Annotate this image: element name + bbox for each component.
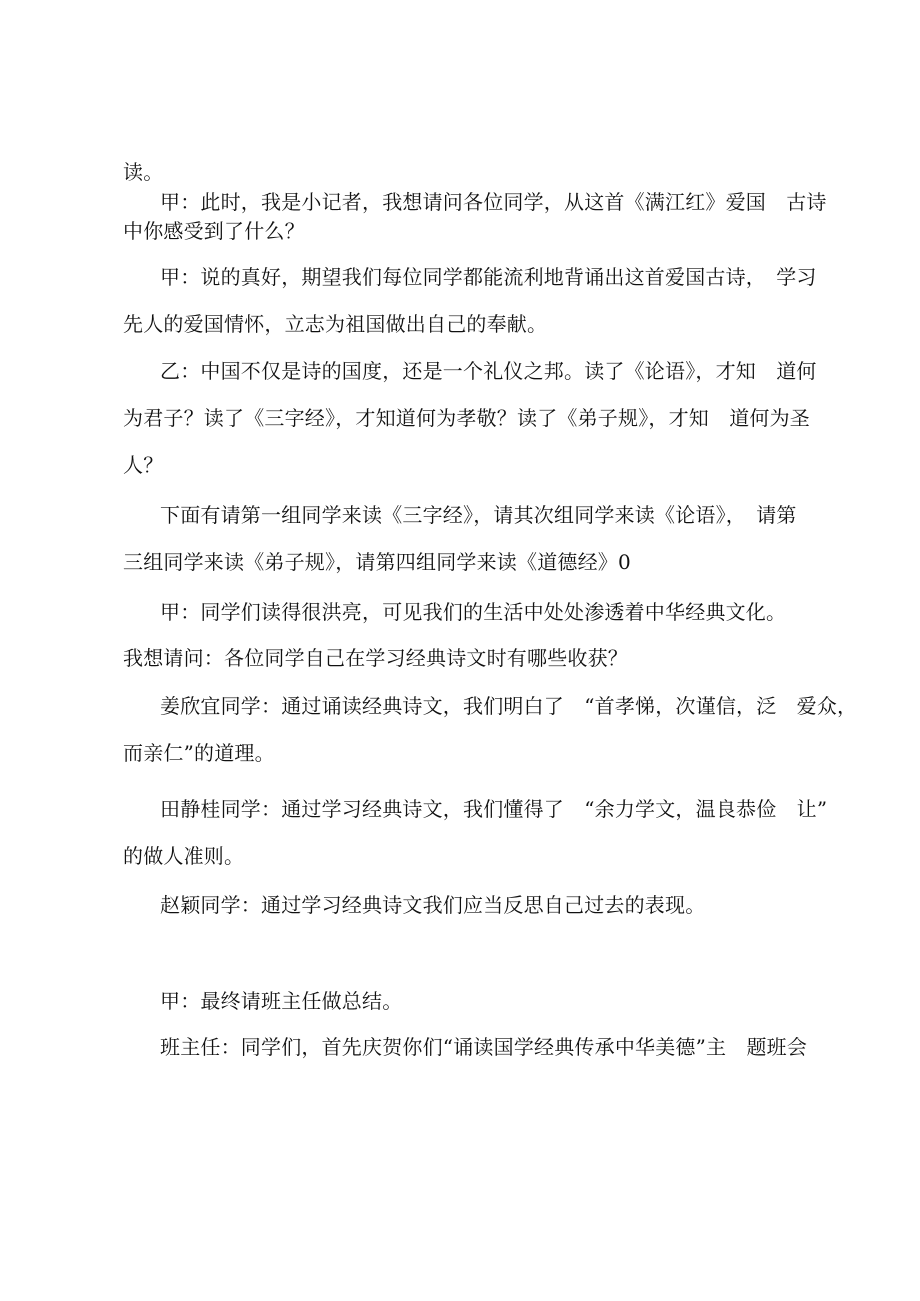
text-line: 赵颖同学：通过学习经典诗文我们应当反思自己过去的表现。 (160, 893, 706, 917)
text-line: 的做人准则。 (123, 844, 245, 868)
text-line: 甲：同学们读得很洪亮，可见我们的生活中处处渗透着中华经典文化。 (160, 600, 787, 624)
text-line: 中你感受到了什么？ (123, 219, 305, 243)
text-line: 乙：中国不仅是诗的国度，还是一个礼仪之邦。读了《论语》，才知 道何 (160, 359, 817, 383)
text-line: 人？ (123, 453, 164, 477)
text-line: 读。 (123, 160, 164, 184)
text-line: 田静桂同学：通过学习经典诗文，我们懂得了 “余力学文，温良恭俭 让” (160, 797, 828, 821)
text-line: 甲：此时，我是小记者，我想请问各位同学，从这首《满江红》爱国 古诗 (160, 190, 827, 214)
text-line: 甲：最终请班主任做总结。 (160, 989, 403, 1013)
text-line: 姜欣宜同学：通过诵读经典诗文，我们明白了 “首孝悌，次谨信，泛 爱众， (160, 694, 858, 718)
text-line: 我想请问：各位同学自己在学习经典诗文时有哪些收获？ (123, 646, 628, 670)
text-line: 下面有请第一组同学来读《三字经》，请其次组同学来读《论语》， 请第 (160, 503, 797, 527)
text-line: 班主任：同学们，首先庆贺你们“诵读国学经典传承中华美德”主 题班会 (160, 1035, 808, 1059)
text-line: 甲：说的真好，期望我们每位同学都能流利地背诵出这首爱国古诗， 学习 (160, 265, 817, 289)
text-line: 先人的爱国情怀，立志为祖国做出自己的奉献。 (123, 312, 548, 336)
text-line: 三组同学来读《弟子规》，请第四组同学来读《道德经》0 (123, 550, 631, 574)
text-line: 而亲仁”的道理。 (123, 741, 275, 765)
text-line: 为君子？读了《三字经》，才知道何为孝敬？读了《弟子规》，才知 道何为圣 (123, 406, 810, 430)
